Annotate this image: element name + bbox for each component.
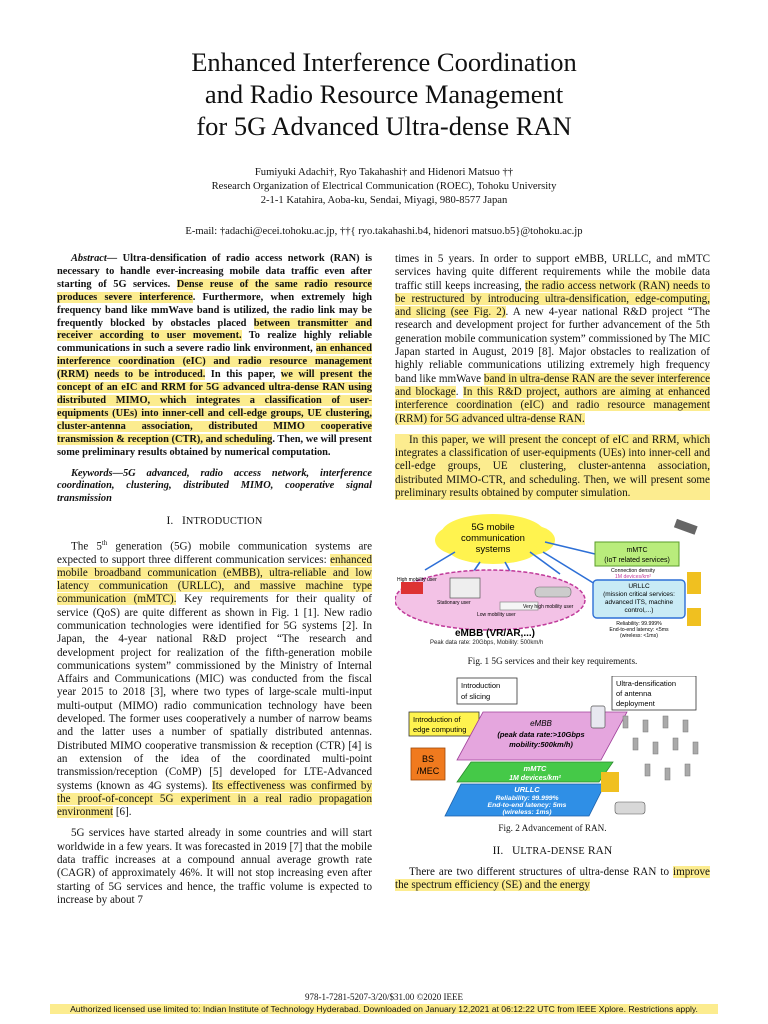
urllc-line-4: control,...) — [624, 607, 654, 615]
intro1-text-4: [6]. — [113, 806, 132, 819]
right1-highlight-3: In this R&D project, authors are aiming at enhanced interference coordination (eIC) and radio resource management (RRM) for 5G advanced ultra-dense RAN. — [395, 385, 710, 425]
cloud-label-1: 5G mobile — [471, 522, 515, 534]
ultra-dense-label-1: Ultra-densification — [616, 678, 677, 688]
cloud-label-2: communication — [461, 533, 525, 545]
abstract-highlight-1: Dense reuse of the same radio resource produces severe interference — [57, 278, 372, 303]
section-rest: NTRODUCTION — [185, 516, 263, 528]
bs-label-2: /MEC — [416, 765, 440, 776]
section-number: I. — [166, 514, 174, 528]
abstract-label: Abstract— — [71, 253, 118, 264]
intro-paragraph-1 — [57, 537, 372, 820]
section2-highlight: improve the spectrum efficiency (SE) and the energy — [395, 865, 710, 892]
abstract — [57, 253, 372, 460]
urllc-slice-title: URLLC — [514, 784, 540, 794]
camera-icon — [674, 519, 698, 535]
embb-requirement: Peak data rate: 20Gbps, Mobility: 500km/h — [430, 640, 544, 647]
label-stationary: Stationary user — [437, 600, 471, 607]
embb-slice-line-2: (peak data rate:>10Gbps — [497, 729, 585, 739]
embb-title: eMBB (VR/AR,...) — [455, 628, 535, 640]
keywords: Keywords—5G advanced, radio access network, interference coordination, clustering, distributed MIMO, cooperative signal transmission — [57, 467, 372, 505]
abstract-highlight-3: an enhanced interference coordination (eIC) and radio resource management (RRM) needs to be introduced. — [57, 343, 372, 381]
intro1-text-1: The 5 — [71, 540, 102, 553]
edge-label-1: Introduction of — [413, 714, 461, 724]
abstract-text-2: . Furthermore, when extremely high frequency band like mmWave band is utilized, the radio link may be frequently blocked by obstacles placed — [57, 291, 372, 329]
urllc-slice-line-3: End-to-end latency: 5ms — [487, 801, 567, 809]
right1-text-2: . A new 4-year national R&D project “The research and development project for further advancement of the 5th generation mobile communication system” commissioned by The MIC Japan started in August, 2019 [8]. Major obstacles to realization of highly reliable communications utilizing extremely high frequency band like mmWave — [395, 306, 710, 385]
figure-2-caption: Fig. 2 Advancement of RAN. — [498, 823, 607, 834]
right1-text-3: . — [455, 385, 464, 398]
section-first-letter: I — [182, 514, 186, 528]
figure-2 — [395, 676, 710, 836]
abstract-text-3: To realize highly reliable communications in such a severe radio link environment, — [57, 330, 372, 355]
label-low-mobility: Low mobility user — [477, 612, 516, 619]
intro1-sup: th — [101, 538, 108, 547]
house-icon — [450, 578, 480, 598]
machine-icon — [687, 608, 701, 626]
ultra-dense-label-3: deployment — [616, 698, 655, 708]
address: 2-1-1 Katahira, Aoba-ku, Sendai, Miyagi, 980-8577 Japan — [260, 195, 508, 206]
paper-title — [60, 46, 708, 142]
right-paragraph-1 — [395, 253, 710, 426]
abstract-highlight-4: we will present the concept of an eIC and RRM for 5G advanced ultra-dense RAN using distributed MIMO, which integrates a classification of user-equipments (UEs) into inner-cell and cell-edge groups, UE clustering, cluster-antenna association, distributed MIMO cooperative transmission & reception (CTR), and scheduling — [57, 369, 372, 445]
abstract-highlight-2: between transmitter and receiver according to user movement. — [57, 317, 372, 342]
affiliation: Research Organization of Electrical Communication (ROEC), Tohoku University — [211, 181, 557, 192]
figure-1-diagram — [395, 512, 710, 650]
embb-slice-line-3: mobility:500km/h) — [509, 739, 573, 749]
intro-paragraph-2: 5G services have started already in some countries and will start worldwide in a few years. It was forecasted in 2019 [7] that the mobile data traffic increases at a compound annual average growth rate (CAGR) of approximately 46%. It will not stop increasing even after starting of 5G services and hence, the traffic volume is expected to increase by about 7 — [57, 827, 372, 906]
label-very-high-mobility: Very high mobility user — [523, 604, 574, 611]
intro1-highlight-2: Its effectiveness was confirmed by the proof-of-concept 5G experiment in a real radio propagation environment — [57, 779, 373, 819]
right-paragraph-2: In this paper, we will present the concept of eIC and RRM, which integrates a classification of user-equipments (UEs) into inner-cell and cell-edge groups, UE clustering, cluster-antenna association, distributed MIMO-CTR, and scheduling. Then, we will present some preliminary results obtained by computer simulation. — [395, 433, 710, 500]
abstract-text-1: Ultra-densification of radio access network (RAN) is necessary to handle ever-increasing mobile data traffic even after starting of 5G services. — [57, 253, 372, 290]
label-high-mobility: High mobility user — [397, 577, 437, 584]
urllc-slice-line-2: Reliability: 99.999% — [495, 794, 559, 802]
title-line-2: and Radio Resource Management — [204, 79, 564, 109]
mmtc-subtitle: (IoT related services) — [604, 557, 670, 565]
section2-paragraph — [395, 866, 710, 893]
right1-text-1: times in 5 years. In order to support eMBB, URLLC, and mMTC services having quite different requirements while the mobile data traffic still keeps increasing, — [395, 253, 710, 292]
urllc-req-1: Reliability: 99.999% — [616, 621, 662, 628]
title-line-3: for 5G Advanced Ultra-dense RAN — [196, 111, 572, 141]
section2-rest: LTRA-DENSE — [520, 845, 585, 857]
car-icon — [401, 582, 423, 594]
robot-arm-icon — [687, 572, 701, 594]
figure-2-diagram — [395, 676, 710, 818]
cloud-label-3: systems — [475, 544, 511, 556]
embb-slice-title: eMBB — [530, 718, 552, 728]
authors: Fumiyuki Adachi†, Ryo Takahashi† and Hidenori Matsuo †† — [254, 167, 514, 178]
urllc-line-3: advanced ITS, machine — [604, 599, 674, 607]
abstract-text-4: In this paper, — [205, 369, 281, 381]
slicing-label-1: Introduction — [461, 680, 501, 690]
figure-1-caption: Fig. 1 5G services and their key requirements. — [467, 655, 638, 666]
intro1-text-3: Key requirements for their quality of service (QoS) are quite different as shown in Fig. 1 [1]. New radio communication technologies were identified for 5G systems [2]. In Japan, the 4-year national R&D project “The research and development project for realization of the fifth-generation mobile communications system” commissioned by the Ministry of Internal Affairs and Communications (MIC) was conducted from the fiscal year 2015 to 2018 [3], where two types of large-scale multi-input multi-output (MIMO) radio communication technology have been developed. The former uses cooperatively a number of narrow beams and the latter uses a number of spatially distributed antennas. Distributed MIMO cooperative transmission & reception (CTR) [4] is an extension of the idea of the coordinated multi-point transmission/reception (CoMP) [5] developed for LTE-Advanced systems (known as 4G systems). — [57, 593, 372, 792]
section2-text: There are two different structures of ultra-dense RAN to — [409, 865, 674, 878]
antenna-icons — [623, 716, 698, 780]
car-icon-2 — [615, 802, 645, 814]
machine-arm-icon — [601, 772, 619, 792]
right1-highlight-2: band in ultra-dense RAN are the sever interference and blockage — [395, 372, 710, 398]
train-icon — [535, 587, 571, 597]
mmtc-req-1: Connection density — [610, 568, 656, 575]
urllc-title: URLLC — [628, 583, 650, 591]
section2-number: II. — [492, 843, 504, 857]
abstract-text-5: . Then, we will present some preliminary results obtained by numerical computation. — [57, 433, 372, 458]
title-line-1: Enhanced Interference Coordination — [191, 47, 577, 77]
edge-label-2: edge computing — [413, 724, 467, 734]
footer-license: Authorized licensed use limited to: Indian Institute of Technology Hyderabad. Downloaded on January 12,2021 at 06:12:22 UTC from IEEE Xplore. Restrictions apply. — [50, 1004, 718, 1014]
urllc-slice-line-4: (wireless: 1ms) — [502, 808, 552, 816]
left-column — [57, 253, 372, 915]
slicing-label-2: of slicing — [461, 691, 491, 701]
mmtc-slice-title: mMTC — [523, 763, 547, 773]
section-heading-ultra-dense — [395, 844, 710, 858]
email-line: E-mail: †adachi@ecei.tohoku.ac.jp, ††{ ryo.takahashi.b4, hidenori matsuo.b5}@tohoku.ac.jp — [185, 226, 583, 237]
mmtc-title: mMTC — [626, 547, 648, 555]
footer-isbn: 978-1-7281-5207-3/20/$31.00 ©2020 IEEE — [304, 992, 464, 1002]
urllc-line-2: (mission critical services: — [603, 591, 675, 599]
right1-highlight-1: the radio access network (RAN) needs to be restructured by introducing ultra-densification, edge-computing, and slicing (see Fig. 2) — [395, 279, 710, 319]
urllc-req-3: (wireless: <1ms) — [620, 633, 658, 640]
phone-icon — [591, 706, 605, 728]
figure-1 — [395, 512, 710, 668]
intro1-text-2: generation (5G) mobile communication systems are expected to support three different communication services: — [57, 540, 372, 566]
urllc-req-2: End-to-end latency: <5ms — [609, 627, 669, 634]
mmtc-req-2: 1M devices/km² — [614, 574, 652, 581]
mmtc-slice-line-2: 1M devices/km² — [509, 774, 561, 782]
right-column — [395, 253, 710, 900]
intro1-highlight-1: enhanced mobile broadband communication (eMBB), ultra-reliable and low latency communication (URLLC), and massive machine type communication (mMTC). — [57, 553, 372, 606]
section2-tail: RAN — [587, 843, 613, 857]
ultra-dense-label-2: of antenna — [616, 688, 652, 698]
section2-first-letter: U — [512, 843, 521, 857]
bs-label-1: BS — [421, 753, 435, 764]
section-heading-introduction — [57, 514, 372, 528]
